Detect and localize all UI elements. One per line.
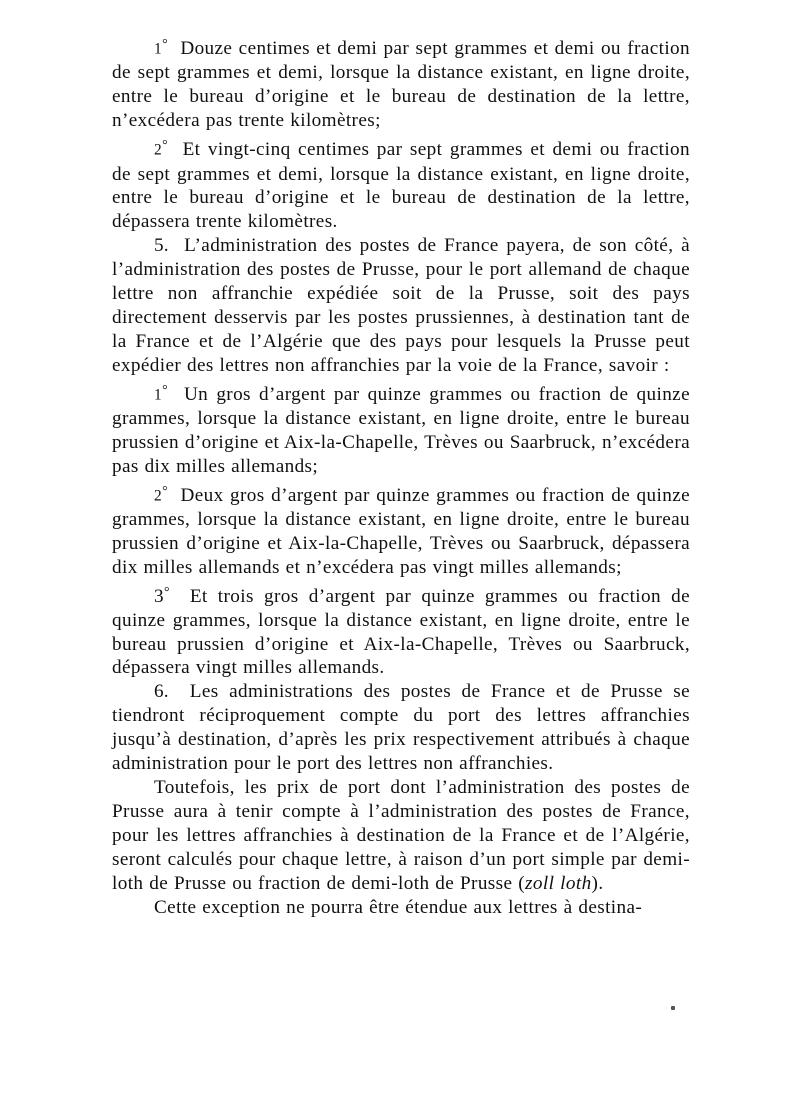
- paragraph-item-2-vingt-cinq-centimes: [112, 133, 690, 234]
- paragraph-item-2-deux-gros-dargent: [112, 479, 690, 580]
- paragraph-text: Et trois gros d’argent par quinze grammes ou fraction de quinze grammes, lorsque la distance existant, en ligne droite, entre le bureau prussien d’origine et Aix-la-Chapelle, Trèves ou Saarbruck, dépassera vingt milles allemands.: [112, 585, 690, 679]
- list-marker-number: 2: [154, 141, 163, 159]
- paragraph-cette-exception: [112, 896, 690, 920]
- degree-sign-icon: °: [162, 482, 168, 498]
- list-marker-number: 1: [154, 386, 163, 404]
- paragraph-text: Un gros d’argent par quinze grammes ou fraction de quinze grammes, lorsque la distance existant, en ligne droite, entre le bureau prussien d’origine et Aix-la-Chapelle, Trèves ou Saarbruck, n’excédera pas dix milles allemands;: [112, 383, 690, 477]
- list-marker-number: 1: [154, 40, 163, 58]
- paragraph-item-1-douze-centimes: [112, 32, 690, 133]
- paragraph-item-1-un-gros-dargent: [112, 378, 690, 479]
- text-block: [112, 32, 690, 919]
- paragraph-text: Cette exception ne pourra être étendue aux lettres à destina-: [154, 896, 643, 918]
- article-number: 5.: [154, 235, 169, 257]
- paragraph-text: L’administration des postes de France payera, de son côté, à l’administration des postes de Prusse, pour le port allemand de chaque lettre non affranchie expédiée soit de la Prusse, soit des pays directement desservis par les postes prussiennes, à destination tant de la France et de l’Algérie que des pays pour lesquels la Prusse peut expédier des lettres non affranchies par la voie de la France, savoir :: [112, 235, 690, 376]
- paragraph-toutefois: [112, 776, 690, 896]
- paragraph-item-3-trois-gros-dargent: [112, 580, 690, 680]
- italic-term-zoll-loth: zoll loth: [525, 872, 592, 894]
- degree-sign-icon: °: [162, 36, 168, 51]
- list-marker-number: 3: [154, 585, 164, 607]
- article-number: 6.: [154, 681, 169, 703]
- degree-sign-icon: °: [162, 381, 168, 397]
- paragraph-article-6: [112, 680, 690, 776]
- ink-speck-icon: [671, 1006, 675, 1010]
- paragraph-text: Et vingt-cinq centimes par sept grammes et demi ou fraction de sept grammes et demi, lorsque la distance existant, en ligne droite, entre le bureau d’origine et le bureau de destination de la lettre, dépassera trente kilomètres.: [112, 138, 690, 233]
- list-marker-number: 2: [154, 487, 163, 505]
- paragraph-article-5: [112, 234, 690, 377]
- degree-sign-icon: °: [162, 137, 168, 153]
- degree-sign-icon: °: [163, 583, 170, 599]
- paragraph-text: Les administrations des postes de France et de Prusse se tiendront réciproquement compte du port des lettres affranchies jusqu’à destination, d’après les prix respectivement attribués à chaque administration pour le port des lettres non affranchies.: [112, 681, 690, 775]
- paragraph-text-before-italic: Toutefois, les prix de port dont l’administration des postes de Prusse aura à tenir compte à l’administration des postes de France, pour les lettres affranchies à destination de la France et de l’Algérie, seront calculés pour chaque lettre, à raison d’un port simple par demi-loth de Prusse ou fraction de demi-loth de Prusse (: [112, 776, 690, 894]
- paragraph-text-after-italic: ).: [591, 872, 604, 894]
- paragraph-text: Douze centimes et demi par sept grammes et demi ou fraction de sept grammes et demi, lorsque la distance existant, en ligne droite, entre le bureau d’origine et le bureau de destination de la lettre, n’excédera pas trente kilomètres;: [112, 37, 690, 132]
- paragraph-text: Deux gros d’argent par quinze grammes ou fraction de quinze grammes, lorsque la distance existant, en ligne droite, entre le bureau prussien d’origine et Aix-la-Chapelle, Trèves ou Saarbruck, dépassera dix milles allemands et n’excédera pas vingt milles allemands;: [112, 484, 690, 579]
